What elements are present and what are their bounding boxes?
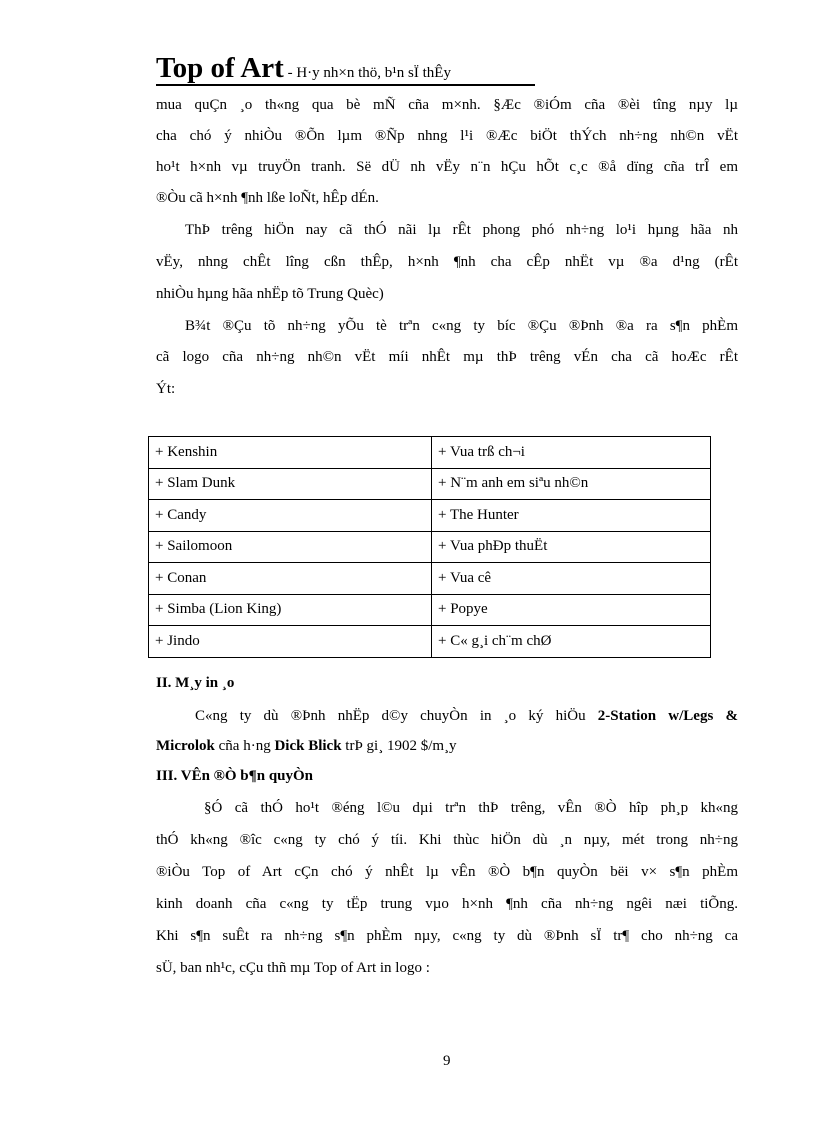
section-2-text: cña h·ng (214, 738, 275, 754)
table-cell: + Vua cê (432, 563, 711, 595)
table-row (149, 594, 711, 626)
table-cell: + Vua trß ch¬i (432, 437, 711, 469)
section-2-line (195, 706, 738, 726)
brand-line: B¾t ®Çu tõ nh÷ng yÕu tè trªn c«ng ty bíc ®Çu ®Þnh ®a ra s¶n phÈm (185, 318, 738, 334)
table-cell: + Popye (432, 594, 711, 626)
market-line: nhiÒu hµng hãa nhËp tõ Trung Quèc) (156, 286, 384, 302)
page-number: 9 (443, 1053, 451, 1069)
section-3-line: sÜ, ban nh¹c, cÇu thñ mµ Top of Art in logo : (156, 960, 430, 976)
section-2-text: C«ng ty dù ®Þnh nhËp d©y chuyÒn in ¸o ký hiÖu (195, 708, 598, 724)
printer-model: 2-Station w/Legs & (597, 708, 738, 724)
section-2-line (156, 736, 457, 756)
intro-line: cha chó ý nhiÒu ®Õn lµm ®Ñp nhng l¹i ®Æc biÖt thÝch nh÷ng nh©n vËt (156, 128, 738, 144)
table-row (149, 437, 711, 469)
table-cell: + Vua phÐp thuËt (432, 531, 711, 563)
characters-table (148, 436, 711, 658)
section-3-heading: III. VÊn ®Ò b¶n quyÒn (156, 768, 314, 784)
intro-line: mua quÇn ¸o th«ng qua bè mÑ cña m×nh. §Æc ®iÓm cña ®èi tîng nµy lµ (156, 97, 738, 113)
table-cell: + Candy (149, 500, 432, 532)
printer-model-suffix: Microlok (156, 738, 215, 754)
brand-line: Ýt: (156, 381, 176, 397)
intro-line: ho¹t h×nh vµ truyÖn tranh. Së dÜ nh vËy n¨n hÇu hÕt c¸c ®å dïng cña trÎ em (156, 159, 738, 175)
section-3-line: kinh doanh cña c«ng ty tËp trung vµo h×nh ¶nh cña nh÷ng ngêi næi tiÕng. (156, 896, 738, 912)
table-row (149, 500, 711, 532)
table-cell: + Jindo (149, 626, 432, 658)
title-main: Top of Art (156, 52, 284, 84)
table-cell: + Sailomoon (149, 531, 432, 563)
vendor-name: Dick Blick (274, 738, 342, 754)
table-cell: + C« g¸i ch¨m chØ (432, 626, 711, 658)
table-row (149, 626, 711, 658)
table-cell: + Simba (Lion King) (149, 594, 432, 626)
title-underline (156, 84, 535, 86)
table-cell: + The Hunter (432, 500, 711, 532)
table-row (149, 563, 711, 595)
table-cell: + Kenshin (149, 437, 432, 469)
table-cell: + N¨m anh em siªu nh©n (432, 468, 711, 500)
market-line: vËy, nhng chÊt lîng cßn thÊp, h×nh ¶nh cha cÊp nhËt vµ ®a d¹ng (rÊt (156, 254, 738, 270)
table-cell: + Conan (149, 563, 432, 595)
table-cell: + Slam Dunk (149, 468, 432, 500)
title-slogan: - H·y nh×n thö, b¹n sÏ thÊy (283, 65, 451, 81)
section-3-line: ®iÒu Top of Art cÇn chó ý nhÊt lµ vÊn ®Ò b¶n quyÒn bëi v× s¶n phÈm (156, 864, 738, 880)
section-2-heading: II. M¸y in ¸o (156, 675, 235, 691)
table-row (149, 468, 711, 500)
section-3-line: Khi s¶n suÊt ra nh÷ng s¶n phÈm nµy, c«ng ty dù ®Þnh sÏ tr¶ cho nh÷ng ca (156, 928, 738, 944)
section-3-line: thÓ kh«ng ®îc c«ng ty chó ý tíi. Khi thùc hiÖn dù ¸n nµy, mét trong nh÷ng (156, 832, 738, 848)
section-3-line: §Ó cã thÓ ho¹t ®éng l©u dµi trªn thÞ trêng, vÊn ®Ò hîp ph¸p kh«ng (204, 800, 738, 816)
brand-line: cã logo cña nh÷ng nh©n vËt míi nhÊt mµ thÞ trêng vÉn cha cã hoÆc rÊt (156, 349, 738, 365)
market-line: ThÞ trêng hiÖn nay cã thÓ nãi lµ rÊt phong phó nh÷ng lo¹i hµng hãa nh (185, 222, 738, 238)
section-2-text: trÞ gi¸ 1902 $/m¸y (341, 738, 457, 754)
intro-line: ®Òu cã h×nh ¶nh lße loÑt, hÊp dÉn. (156, 190, 379, 206)
table-row (149, 531, 711, 563)
